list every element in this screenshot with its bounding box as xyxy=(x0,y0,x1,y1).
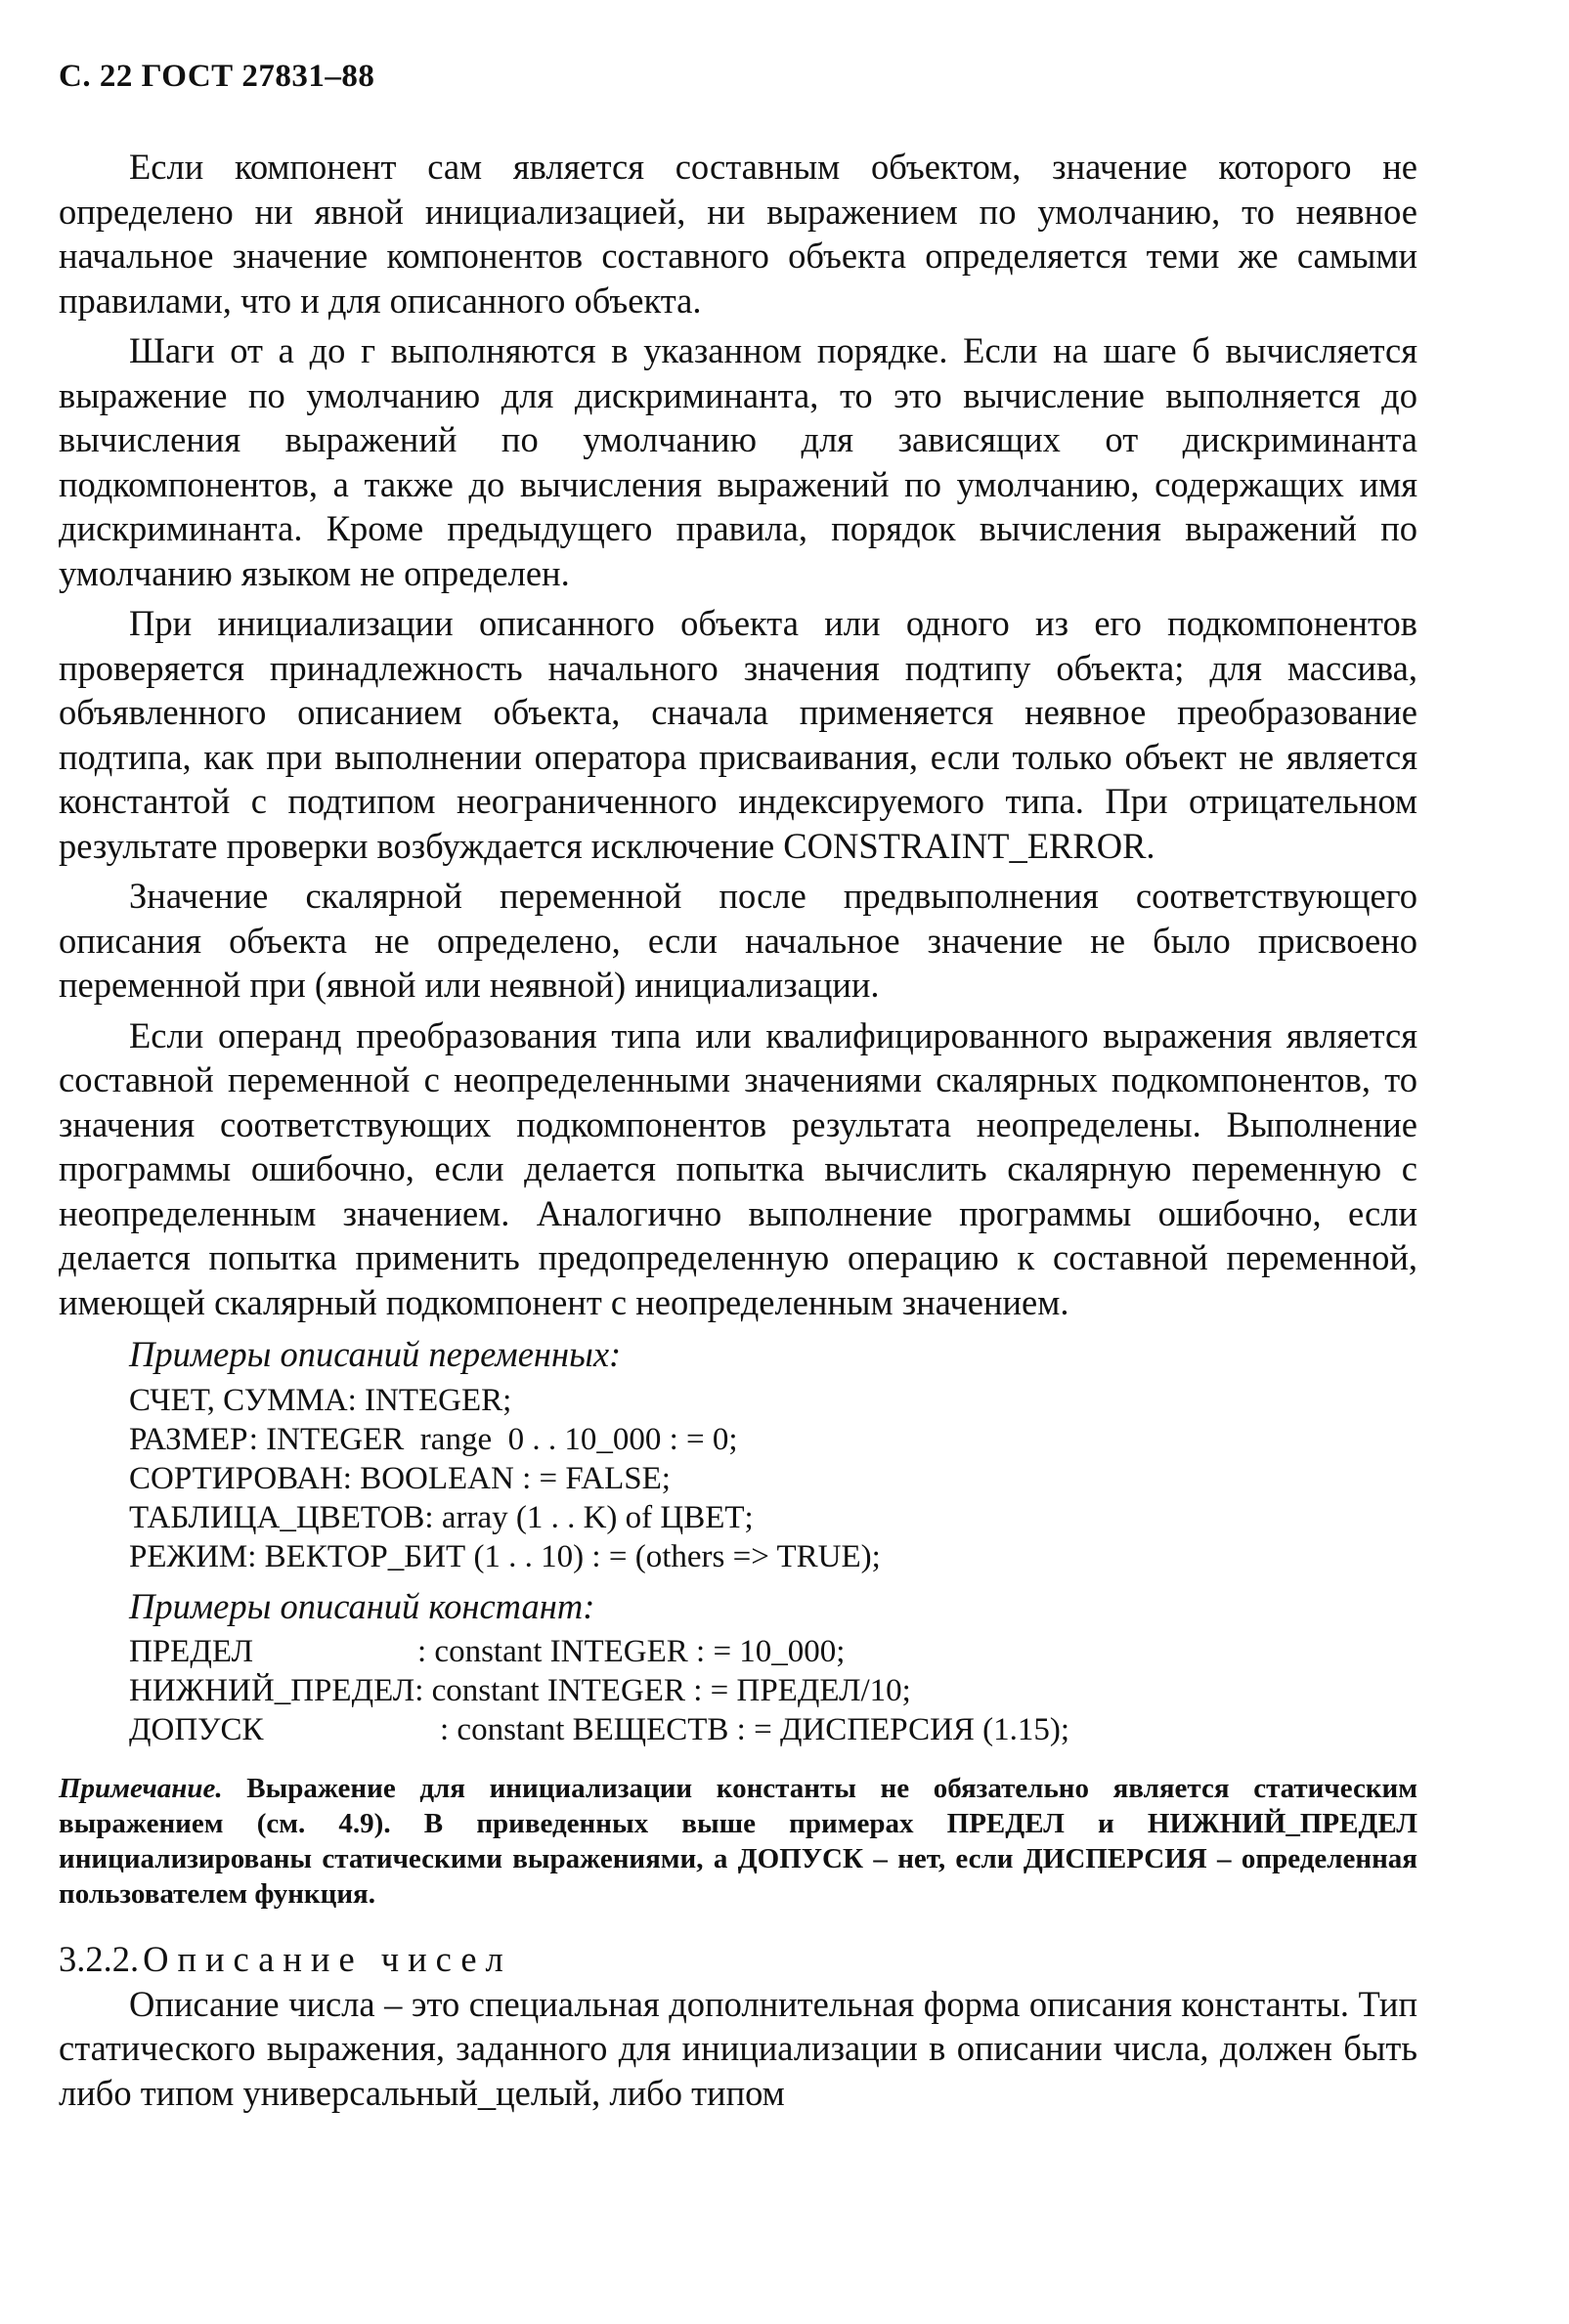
paragraph-1: Если компонент сам является составным объектом, значение которого не определено ни явной инициализацией, ни выражением по умолчанию, то неявное начальное значение компонентов составного объекта определяется теми же самыми правилами, что и для описанного объекта. xyxy=(59,147,1417,321)
constant-row xyxy=(59,1710,1417,1749)
variable-examples-title: Примеры описаний переменных: xyxy=(129,1334,622,1374)
constant-declaration: : constant INTEGER : = ПРЕДЕЛ/10; xyxy=(414,1673,911,1708)
page-header: С. 22 ГОСТ 27831–88 xyxy=(59,59,375,94)
code-line: СОРТИРОВАН: BOOLEAN : = FALSE; xyxy=(129,1460,671,1496)
paragraph-4: Значение скалярной переменной после предвыполнения соответствующего описания объекта не определено, если начальное значение не было присвоено переменной при (явной или неявной) инициализации. xyxy=(59,876,1417,1005)
constant-examples-block xyxy=(59,1632,1417,1749)
constant-name: ДОПУСК xyxy=(129,1712,264,1747)
document-body xyxy=(59,145,1417,2115)
code-line: ТАБЛИЦА_ЦВЕТОВ: array (1 . . K) of ЦВЕТ; xyxy=(129,1499,754,1535)
note xyxy=(59,1771,1417,1912)
variable-examples-block xyxy=(59,1381,1417,1576)
note-label: Примечание. xyxy=(59,1773,223,1804)
constant-declaration: : constant ВЕЩЕСТВ : = ДИСПЕРСИЯ (1.15); xyxy=(440,1712,1070,1747)
constant-name: ПРЕДЕЛ xyxy=(129,1634,253,1669)
code-line: СЧЕТ, СУММА: INTEGER; xyxy=(129,1382,512,1418)
code-line: РАЗМЕР: INTEGER range 0 . . 10_000 : = 0; xyxy=(129,1421,738,1457)
section-heading xyxy=(59,1937,1417,1982)
constant-examples-title: Примеры описаний констант: xyxy=(129,1585,595,1626)
constant-row xyxy=(59,1632,1417,1671)
constant-row xyxy=(59,1671,1417,1710)
code-line: РЕЖИМ: ВЕКТОР_БИТ (1 . . 10) : = (others => TRUE); xyxy=(129,1538,881,1574)
constant-declaration: : constant INTEGER : = 10_000; xyxy=(417,1634,846,1669)
section-title: Описание чисел xyxy=(143,1939,512,1979)
paragraph-3: При инициализации описанного объекта или одного из его подкомпонентов проверяется принадлежность начального значения подтипу объекта; для массива, объявленного описанием объекта, сначала применяется неявное преобразование подтипа, как при выполнении оператора присваивания, если только объект не является константой с подтипом неограниченного индексируемого типа. При отрицательном результате проверки возбуждается исключение CONSTRAINT_ERROR. xyxy=(59,603,1417,866)
note-text: Выражение для инициализации константы не обязательно является статическим выражением (см. 4.9). В приведенных выше примерах ПРЕДЕЛ и НИЖНИЙ_ПРЕДЕЛ инициализированы статическими выражениями, а ДОПУСК – нет, если ДИСПЕРСИЯ – определенная пользователем функция. xyxy=(59,1773,1418,1910)
paragraph-2: Шаги от а до г выполняются в указанном порядке. Если на шаге б вычисляется выражение по умолчанию для дискриминанта, то это вычисление выполняется до вычисления выражений по умолчанию для зависящих от дискриминанта подкомпонентов, а также до вычисления выражений по умолчанию, содержащих имя дискриминанта. Кроме предыдущего правила, порядок вычисления выражений по умолчанию языком не определен. xyxy=(59,330,1417,593)
section-paragraph: Описание числа – это специальная дополнительная форма описания константы. Тип статического выражения, заданного для инициализации в описании числа, должен быть либо типом универсальный_целый, либо типом xyxy=(59,1983,1417,2113)
section-number: 3.2.2. xyxy=(59,1939,140,1979)
paragraph-5: Если операнд преобразования типа или квалифицированного выражения является составной переменной с неопределенными значениями скалярных подкомпонентов, то значения соответствующих подкомпонентов результата неопределены. Выполнение программы ошибочно, если делается попытка вычислить скалярную переменную с неопределенным значением. Аналогично выполнение программы ошибочно, если делается попытка применить предопределенную операцию к составной переменной, имеющей скалярный подкомпонент с неопределенным значением. xyxy=(59,1014,1417,1322)
constant-name: НИЖНИЙ_ПРЕДЕЛ xyxy=(129,1673,415,1708)
